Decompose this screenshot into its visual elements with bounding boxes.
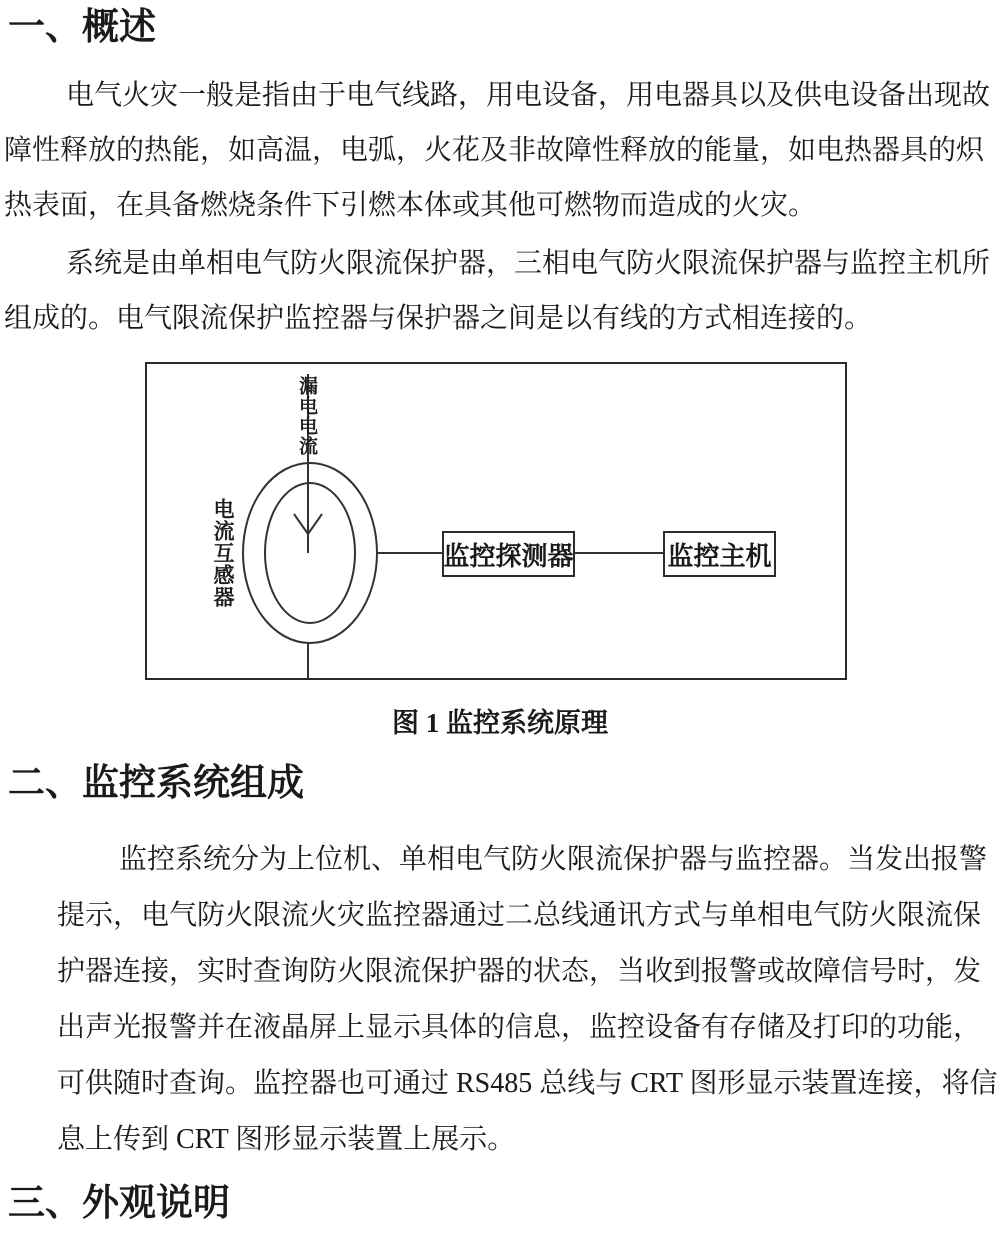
diagram-lines-and-transformer — [147, 364, 845, 678]
paragraph-line: 电气火灾一般是指由于电气线路，用电设备，用电器具以及供电设备出现故 — [66, 80, 991, 111]
current-transformer-label: 电流互感器 — [211, 498, 235, 608]
paragraph-line: 组成的。电气限流保护监控器与保护器之间是以有线的方式相连接的。 — [4, 303, 873, 334]
section-heading-appearance: 三、外观说明 — [8, 1183, 230, 1224]
monitoring-host-box: 监控主机 — [663, 531, 776, 577]
figure-caption: 图 1 监控系统原理 — [392, 708, 608, 738]
leak-current-label: 漏电电流 — [296, 376, 317, 456]
paragraph-system-composition — [4, 236, 990, 346]
monitoring-detector-box: 监控探测器 — [442, 531, 575, 577]
paragraph-line: 障性释放的热能，如高温，电弧，火花及非故障性释放的能量，如电热器具的炽 — [4, 135, 985, 166]
paragraph-line: 护器连接，实时查询防火限流保护器的状态，当收到报警或故障信号时，发 — [57, 956, 982, 987]
paragraph-line: 提示，电气防火限流火灾监控器通过二总线通讯方式与单相电气防火限流保 — [57, 900, 982, 931]
paragraph-line: 可供随时查询。监控器也可通过 RS485 总线与 CRT 图形显示装置连接，将信 — [57, 1068, 998, 1099]
section-heading-overview: 一、概述 — [8, 7, 156, 48]
paragraph-line: 监控系统分为上位机、单相电气防火限流保护器与监控器。当发出报警 — [119, 844, 988, 875]
paragraph-line: 息上传到 CRT 图形显示装置上展示。 — [57, 1124, 516, 1155]
transformer-outer-ring — [243, 463, 377, 643]
paragraph-electrical-fire — [4, 68, 990, 233]
figure-monitoring-system-diagram — [145, 362, 847, 680]
paragraph-line: 热表面，在具备燃烧条件下引燃本体或其他可燃物而造成的火灾。 — [4, 190, 817, 221]
paragraph-line: 系统是由单相电气防火限流保护器，三相电气防火限流保护器与监控主机所 — [66, 248, 991, 279]
transformer-inner-ring — [265, 483, 355, 623]
paragraph-line: 出声光报警并在液晶屏上显示具体的信息，监控设备有存储及打印的功能， — [57, 1012, 982, 1043]
section-heading-monitoring-system: 二、监控系统组成 — [8, 763, 304, 804]
paragraph-monitoring-system-details — [57, 832, 998, 1168]
